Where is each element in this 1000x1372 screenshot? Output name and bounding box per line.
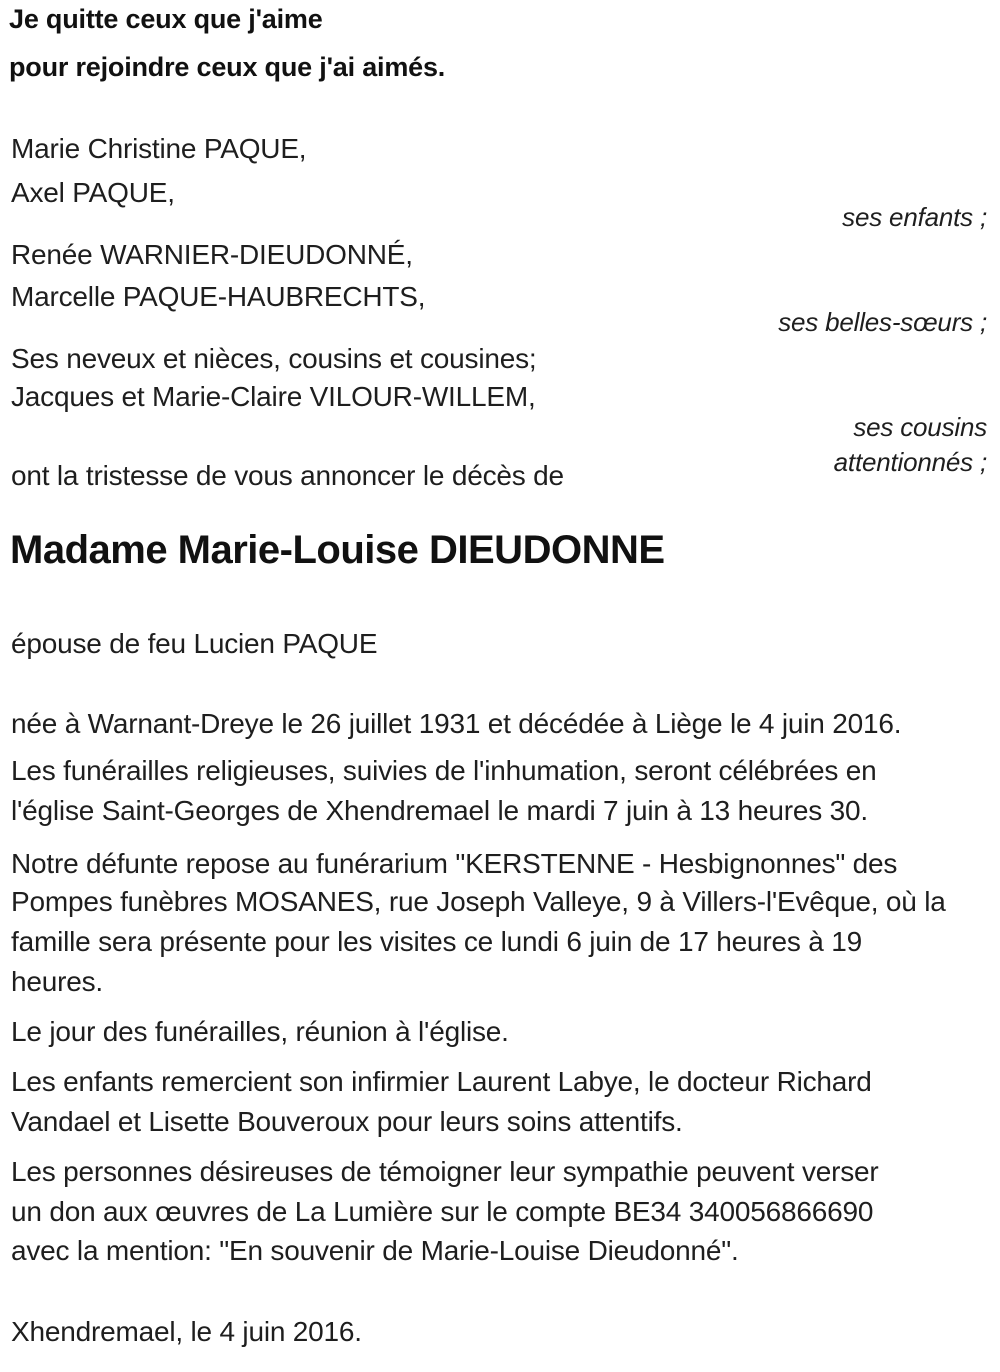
visitation-line-4: heures. bbox=[11, 966, 103, 997]
funeral-line-1: Les funérailles religieuses, suivies de l'inhumation, seront célébrées en bbox=[11, 755, 877, 786]
epigraph-line-2: pour rejoindre ceux que j'ai aimés. bbox=[9, 52, 446, 82]
assembly-line: Le jour des funérailles, réunion à l'église. bbox=[11, 1016, 509, 1047]
donations-line-2: un don aux œuvres de La Lumière sur le compte BE34 340056866690 bbox=[11, 1196, 874, 1227]
mourner-name-child-2: Axel PAQUE, bbox=[11, 177, 175, 208]
visitation-line-1: Notre défunte repose au funérarium "KERSTENNE - Hesbignonnes" des bbox=[11, 848, 898, 879]
visitation-line-2: Pompes funèbres MOSANES, rue Joseph Valleye, 9 à Villers-l'Evêque, où la bbox=[11, 886, 946, 917]
dateline: Xhendremael, le 4 juin 2016. bbox=[11, 1316, 362, 1347]
birth-death-line: née à Warnant-Dreye le 26 juillet 1931 et décédée à Liège le 4 juin 2016. bbox=[11, 708, 902, 739]
thanks-line-2: Vandael et Lisette Bouveroux pour leurs soins attentifs. bbox=[11, 1106, 683, 1137]
deceased-name-title: Madame Marie-Louise DIEUDONNE bbox=[10, 528, 665, 572]
announcement-text: ont la tristesse de vous annoncer le décès de bbox=[11, 460, 564, 491]
relation-label-cousins-line-2: attentionnés ; bbox=[833, 447, 987, 477]
relation-label-children: ses enfants ; bbox=[842, 202, 987, 232]
mourner-name-sister-in-law-2: Marcelle PAQUE-HAUBRECHTS, bbox=[11, 281, 426, 312]
mourner-name-sister-in-law-1: Renée WARNIER-DIEUDONNÉ, bbox=[11, 239, 413, 270]
donations-line-3: avec la mention: "En souvenir de Marie-Louise Dieudonné". bbox=[11, 1235, 739, 1266]
mourner-name-child-1: Marie Christine PAQUE, bbox=[11, 133, 307, 164]
funeral-line-2: l'église Saint-Georges de Xhendremael le mardi 7 juin à 13 heures 30. bbox=[11, 795, 868, 826]
mourner-name-cousins-1: Ses neveux et nièces, cousins et cousines; bbox=[11, 343, 537, 374]
thanks-line-1: Les enfants remercient son infirmier Laurent Labye, le docteur Richard bbox=[11, 1066, 872, 1097]
spouse-line: épouse de feu Lucien PAQUE bbox=[11, 628, 378, 659]
relation-label-cousins-line-1: ses cousins bbox=[853, 412, 987, 442]
visitation-line-3: famille sera présente pour les visites ce lundi 6 juin de 17 heures à 19 bbox=[11, 926, 862, 957]
mourner-name-cousins-2: Jacques et Marie-Claire VILOUR-WILLEM, bbox=[11, 381, 536, 412]
epigraph-line-1: Je quitte ceux que j'aime bbox=[9, 4, 323, 34]
relation-label-sisters-in-law: ses belles-sœurs ; bbox=[778, 307, 987, 337]
donations-line-1: Les personnes désireuses de témoigner leur sympathie peuvent verser bbox=[11, 1156, 879, 1187]
